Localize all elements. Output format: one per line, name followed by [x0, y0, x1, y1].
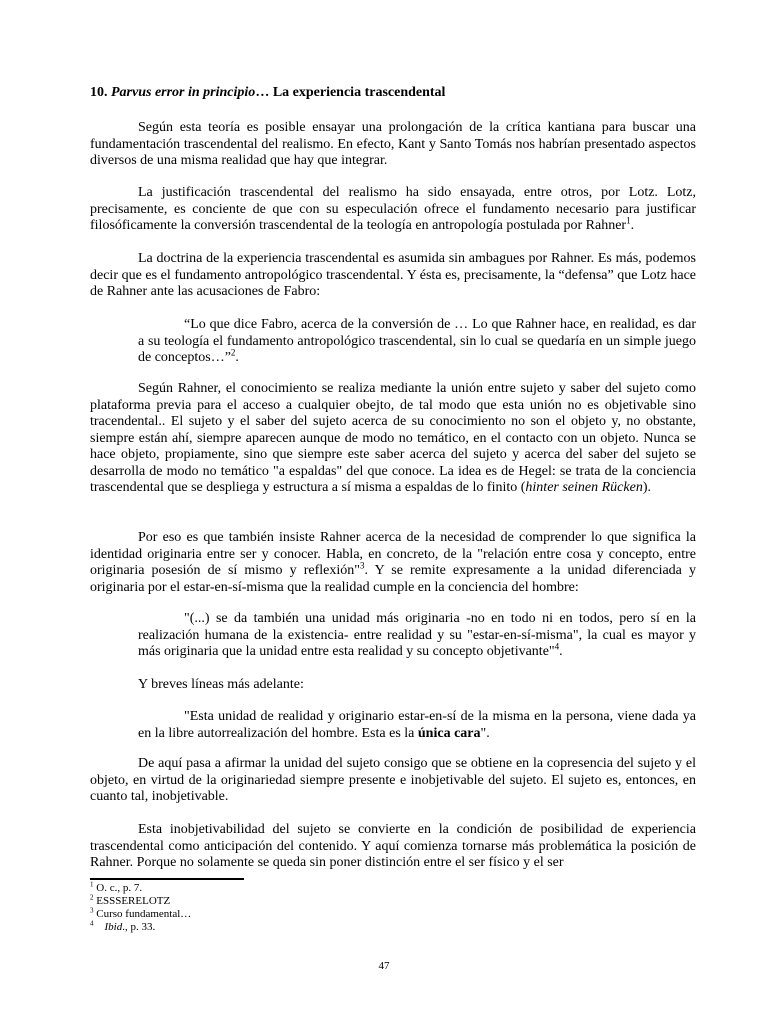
footnote-ref-1: 1 — [626, 215, 631, 226]
footnote-4-text: ., p. 33. — [122, 921, 156, 933]
block-quote-2 — [138, 611, 696, 661]
block-quote-3-bold: única cara — [417, 725, 481, 741]
footnote-4-number: 4 — [90, 919, 94, 928]
block-quote-3 — [138, 709, 696, 742]
block-quote-2-text: "(...) se da también una unidad más originaria -no en todo ni en todos, pero sí en la realización humana de la existencia- entre realidad y su "estar-en-sí-misma", la cual es mayor y más originaria que la unidad entre esta realidad y su concepto objetivante" — [138, 611, 696, 659]
paragraph-2-text: La justificación trascendental del realismo ha sido ensayada, entre otros, por Lotz. Lotz, precisamente, es conciente de que con su especulación ofrece el fundamento necesario para justificar filosóficamente la conversión trascendental de la teología en antropología postulada por Rahner — [90, 185, 696, 233]
block-quote-1-end: . — [235, 350, 239, 365]
heading-number: 10. — [90, 85, 108, 100]
block-quote-1-text: “Lo que dice Fabro, acerca de la conversión de … Lo que Rahner hace, en realidad, es dar a su teología el fundamento antropológico trascendental, sin lo cual se quedaría en un simple juego de conceptos…” — [138, 317, 696, 365]
footnote-2-text: ESSSERELOTZ — [93, 895, 171, 907]
paragraph-2-end: . — [630, 218, 635, 233]
paragraph-3: La doctrina de la experiencia trascendental es asumida sin ambagues por Rahner. Es más, podemos decir que es el fundamento antropológico trascendental. Y ésta es, precisamente, la “defensa” que Lotz hace de Rahner ante las acusaciones de Fabro: — [90, 251, 696, 299]
footnote-separator — [90, 878, 244, 880]
footnote-4-italic: Ibid — [104, 921, 123, 933]
footnote-4 — [90, 921, 155, 934]
section-heading — [90, 85, 445, 102]
footnote-ref-3: 3 — [359, 560, 365, 571]
page-number: 47 — [378, 960, 390, 972]
paragraph-4-italic: hinter seinen Rücken — [525, 480, 643, 495]
footnote-ref-2: 2 — [230, 347, 236, 358]
footnote-3-number: 3 — [90, 906, 94, 915]
footnote-3-text: Curso fundamental… — [93, 908, 192, 920]
paragraph-7: De aquí pasa a afirmar la unidad del sujeto consigo que se obtiene en la copresencia del sujeto y el objeto, en virtud de la originariedad siempre presente e inobjetivable del sujeto. El sujeto es, entonces, en cuanto tal, inobjetivable. — [90, 756, 696, 804]
footnote-2-number: 2 — [90, 893, 94, 902]
paragraph-8: Esta inobjetivabilidad del sujeto se convierte en la condición de posibilidad de experiencia trascendental como anticipación del contenido. Y aquí comienza tornarse más problemática la posición de Rahner. Porque no solamente se queda sin poner distinción entre el ser físico y el ser — [90, 822, 696, 870]
heading-subtitle: … La experiencia trascendental — [255, 85, 446, 100]
footnote-ref-4: 4 — [554, 641, 560, 652]
paragraph-1: Según esta teoría es posible ensayar una prolongación de la crítica kantiana para buscar una fundamentación trascendental del realismo. En efecto, Kant y Santo Tomás nos habrían presentado aspectos diversos de una misma realidad que hay que integrar. — [90, 120, 696, 168]
footnote-1-text: O. c., p. 7. — [93, 882, 143, 894]
paragraph-4-end: ). — [642, 480, 651, 495]
footnote-1-number: 1 — [90, 880, 94, 889]
paragraph-2 — [90, 185, 696, 235]
paragraph-5-text-a: Por eso es que también insiste Rahner acerca de la necesidad de comprender lo que significa la identidad originaria entre ser y conocer. Habla, en concreto, de la "relación entre cosa y concepto, entre originaria posesión de sí mismo y reflexión" — [90, 530, 696, 578]
paragraph-4 — [90, 381, 696, 497]
paragraph-5 — [90, 530, 696, 596]
paragraph-4-text: Según Rahner, el conocimiento se realiza mediante la unión entre sujeto y saber del sujeto como plataforma previa para el acceso a cualquier obejto, de tal modo que esta unión no es objetivable sino tracendental.. El sujeto y el saber del sujeto acerca de su conocimiento no son el objeto y, no obstante, siempre están ahí, siempre aparecen aunque de modo no temático, en el contacto con un objeto. Nunca se hace objeto, propiamente, sino que siempre este saber acerca del sujeto y acerca del saber del sujeto se desarrolla de modo no temático "a espaldas" del que conoce. La idea es de Hegel: se trata de la conciencia trascendental que se despliega y estructura a sí misma a espaldas de lo finito ( — [90, 381, 696, 495]
block-quote-1 — [138, 317, 696, 367]
heading-italic-title: Parvus error in principio — [111, 85, 256, 100]
block-quote-3-text: "Esta unidad de realidad y originario estar-en-sí de la misma en la persona, viene dada ya en la libre autorrealización del hombre. Esta es la — [138, 709, 696, 741]
footnote-1 — [90, 882, 142, 895]
paragraph-6: Y breves líneas más adelante: — [138, 677, 304, 692]
block-quote-3-end: ". — [480, 725, 490, 741]
paragraph-5-text-b: . Y se remite expresamente a la unidad diferenciada y originaria por el estar-en-sí-misma que la realidad cumple en la conciencia del hombre: — [90, 563, 696, 595]
block-quote-2-end: . — [559, 644, 563, 659]
footnote-3 — [90, 908, 191, 921]
footnote-2 — [90, 895, 170, 908]
